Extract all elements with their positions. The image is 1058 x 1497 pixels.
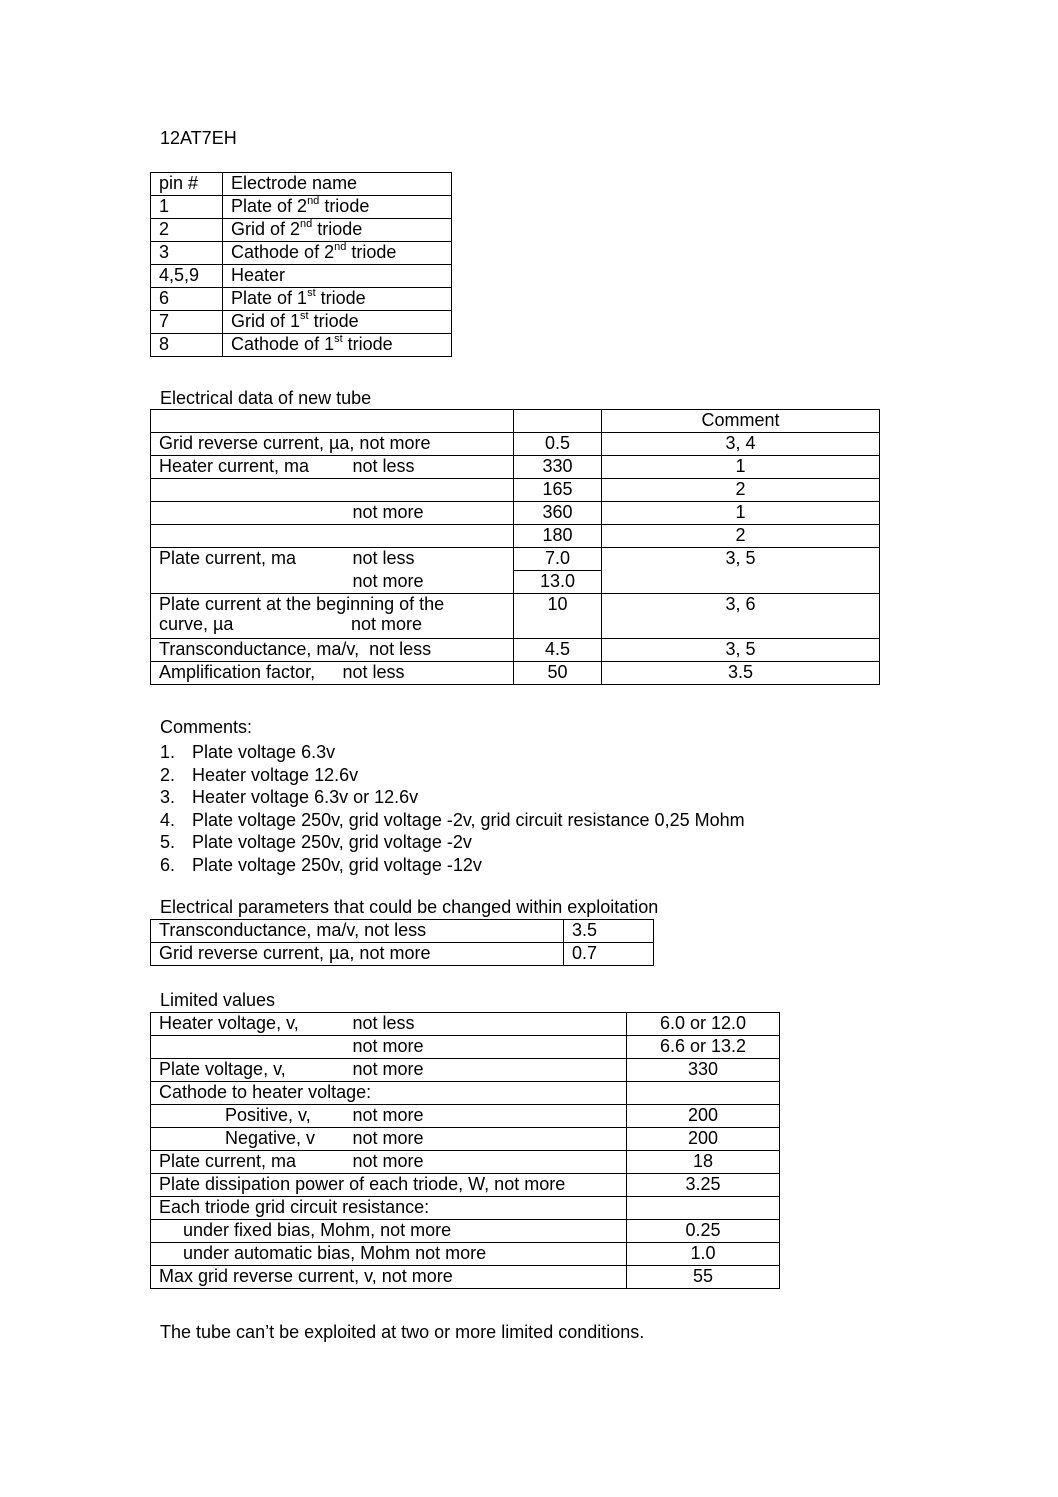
pin-number: 7	[151, 311, 223, 334]
list-item: 5. Plate voltage 250v, grid voltage -2v	[160, 832, 472, 852]
parameter-qualifier: not less	[343, 456, 514, 479]
parameter-value: 200	[627, 1105, 780, 1128]
header-value	[514, 410, 602, 433]
parameter-name: Grid reverse current, µa, not more	[151, 433, 514, 456]
parameter-name: Positive, v,	[151, 1105, 343, 1128]
table-header-row	[151, 410, 880, 433]
table-row	[151, 920, 654, 943]
parameter-value: 10	[514, 594, 602, 639]
electrode-name: Cathode of 1st triode	[223, 334, 452, 357]
parameter-name: Each triode grid circuit resistance:	[151, 1197, 627, 1220]
table-row	[151, 1128, 780, 1151]
parameter-value: 0.5	[514, 433, 602, 456]
parameter-comment: 3, 5	[602, 639, 880, 662]
parameter-name: Amplification factor,	[151, 662, 343, 685]
parameter-qualifier: not more	[343, 1151, 627, 1174]
parameter-value: 1.0	[627, 1243, 780, 1266]
parameter-value: 50	[514, 662, 602, 685]
parameter-comment: 3.5	[602, 662, 880, 685]
parameter-value: 0.7	[564, 943, 654, 966]
electrode-name: Heater	[223, 265, 452, 288]
parameter-value: 3.5	[564, 920, 654, 943]
table-row	[151, 525, 880, 548]
parameter-value: 4.5	[514, 639, 602, 662]
table-row	[151, 1151, 780, 1174]
list-item: 3. Heater voltage 6.3v or 12.6v	[160, 787, 419, 807]
parameter-value	[627, 1197, 780, 1220]
parameter-name	[151, 479, 514, 502]
electrical-data-table	[150, 409, 880, 685]
limited-values-caption: Limited values	[160, 990, 276, 1010]
electrode-name: Grid of 1st triode	[223, 311, 452, 334]
parameter-name: Grid reverse current, µa, not more	[151, 943, 564, 966]
parameter-value: 200	[627, 1128, 780, 1151]
comments-title: Comments:	[160, 717, 253, 737]
parameter-comment: 1	[602, 456, 880, 479]
parameter-name	[151, 525, 514, 548]
parameter-qualifier: not less	[343, 548, 514, 571]
header-parameter	[151, 410, 514, 433]
exploitation-caption: Electrical parameters that could be changed within exploitation	[160, 897, 659, 917]
table-row	[151, 288, 452, 311]
parameter-name: Plate voltage, v,	[151, 1059, 343, 1082]
pin-number: 3	[151, 242, 223, 265]
table-row	[151, 1243, 780, 1266]
table-row	[151, 1013, 780, 1036]
list-item: 4. Plate voltage 250v, grid voltage -2v, grid circuit resistance 0,25 Mohm	[160, 809, 745, 830]
parameter-value: 330	[514, 456, 602, 479]
table-row	[151, 1105, 780, 1128]
table-row	[151, 1197, 780, 1220]
parameter-name: Transconductance, ma/v, not less	[151, 639, 514, 662]
pin-number: 6	[151, 288, 223, 311]
table-row	[151, 219, 452, 242]
parameter-qualifier: not less	[343, 1013, 627, 1036]
parameter-value: 360	[514, 502, 602, 525]
parameter-name: Negative, v	[151, 1128, 343, 1151]
parameter-comment: 3, 4	[602, 433, 880, 456]
table-row	[151, 943, 654, 966]
parameter-value: 7.0	[514, 548, 602, 571]
parameter-comment: 2	[602, 479, 880, 502]
parameter-qualifier: not more	[343, 502, 514, 525]
table-row	[151, 479, 880, 502]
parameter-value: 6.0 or 12.0	[627, 1013, 780, 1036]
parameter-value: 3.25	[627, 1174, 780, 1197]
parameter-name: Plate current, ma	[151, 1151, 343, 1174]
parameter-value: 0.25	[627, 1220, 780, 1243]
parameter-name: Heater voltage, v,	[151, 1013, 343, 1036]
table-row	[151, 662, 880, 685]
parameter-comment: 3, 6	[602, 594, 880, 639]
parameter-name: Plate dissipation power of each triode, W, not more	[151, 1174, 627, 1197]
parameter-value: 55	[627, 1266, 780, 1289]
pin-number: 2	[151, 219, 223, 242]
parameter-name: Plate current at the beginning of the curve, µa not more	[151, 594, 514, 639]
list-item: 6. Plate voltage 250v, grid voltage -12v	[160, 854, 482, 875]
table-row	[151, 334, 452, 357]
parameter-name: Max grid reverse current, v, not more	[151, 1266, 627, 1289]
table-row	[151, 639, 880, 662]
pin-number: 4,5,9	[151, 265, 223, 288]
table-row	[151, 1220, 780, 1243]
exploitation-table	[150, 919, 654, 966]
table-row	[151, 1082, 780, 1105]
comments-list	[160, 741, 745, 876]
list-item: 1. Plate voltage 6.3v	[160, 742, 336, 762]
table-row	[151, 594, 880, 639]
electrode-name: Grid of 2nd triode	[223, 219, 452, 242]
pin-number: 8	[151, 334, 223, 357]
list-item: 2. Heater voltage 12.6v	[160, 764, 359, 785]
parameter-name: Cathode to heater voltage:	[151, 1082, 627, 1105]
electrical-data-caption: Electrical data of new tube	[160, 388, 372, 408]
table-row	[151, 433, 880, 456]
parameter-qualifier: not less	[343, 662, 514, 685]
electrode-name: Plate of 2nd triode	[223, 196, 452, 219]
table-header-row	[151, 173, 452, 196]
parameter-qualifier: not more	[343, 571, 514, 594]
parameter-comment: 2	[602, 525, 880, 548]
pin-table	[150, 172, 452, 357]
table-row	[151, 1266, 780, 1289]
parameter-value: 165	[514, 479, 602, 502]
table-row	[151, 1036, 780, 1059]
parameter-value: 13.0	[514, 571, 602, 594]
electrode-name: Cathode of 2nd triode	[223, 242, 452, 265]
table-row	[151, 548, 880, 571]
table-row	[151, 456, 880, 479]
parameter-value: 6.6 or 13.2	[627, 1036, 780, 1059]
parameter-comment: 1	[602, 502, 880, 525]
table-row	[151, 502, 880, 525]
document-title: 12AT7EH	[160, 128, 237, 148]
parameter-value	[627, 1082, 780, 1105]
electrode-name: Plate of 1st triode	[223, 288, 452, 311]
parameter-name: under fixed bias, Mohm, not more	[151, 1220, 627, 1243]
table-row	[151, 311, 452, 334]
parameter-name: Transconductance, ma/v, not less	[151, 920, 564, 943]
parameter-qualifier: not more	[343, 1105, 627, 1128]
parameter-name: under automatic bias, Mohm not more	[151, 1243, 627, 1266]
parameter-value: 180	[514, 525, 602, 548]
parameter-qualifier: not more	[343, 1128, 627, 1151]
parameter-name	[151, 1036, 343, 1059]
parameter-name: Heater current, ma	[151, 456, 343, 479]
parameter-qualifier: not more	[343, 1059, 627, 1082]
table-row	[151, 196, 452, 219]
parameter-name: Plate current, ma	[151, 548, 343, 594]
header-electrode: Electrode name	[223, 173, 452, 196]
pin-number: 1	[151, 196, 223, 219]
header-comment: Comment	[602, 410, 880, 433]
table-row	[151, 265, 452, 288]
table-row	[151, 242, 452, 265]
parameter-value: 18	[627, 1151, 780, 1174]
limited-values-table	[150, 1012, 780, 1289]
header-pin: pin #	[151, 173, 223, 196]
table-row	[151, 1059, 780, 1082]
parameter-value: 330	[627, 1059, 780, 1082]
table-row	[151, 1174, 780, 1197]
parameter-comment: 3, 5	[602, 548, 880, 594]
parameter-name	[151, 502, 343, 525]
parameter-qualifier: not more	[343, 1036, 627, 1059]
footer-note: The tube can’t be exploited at two or more limited conditions.	[160, 1322, 645, 1342]
